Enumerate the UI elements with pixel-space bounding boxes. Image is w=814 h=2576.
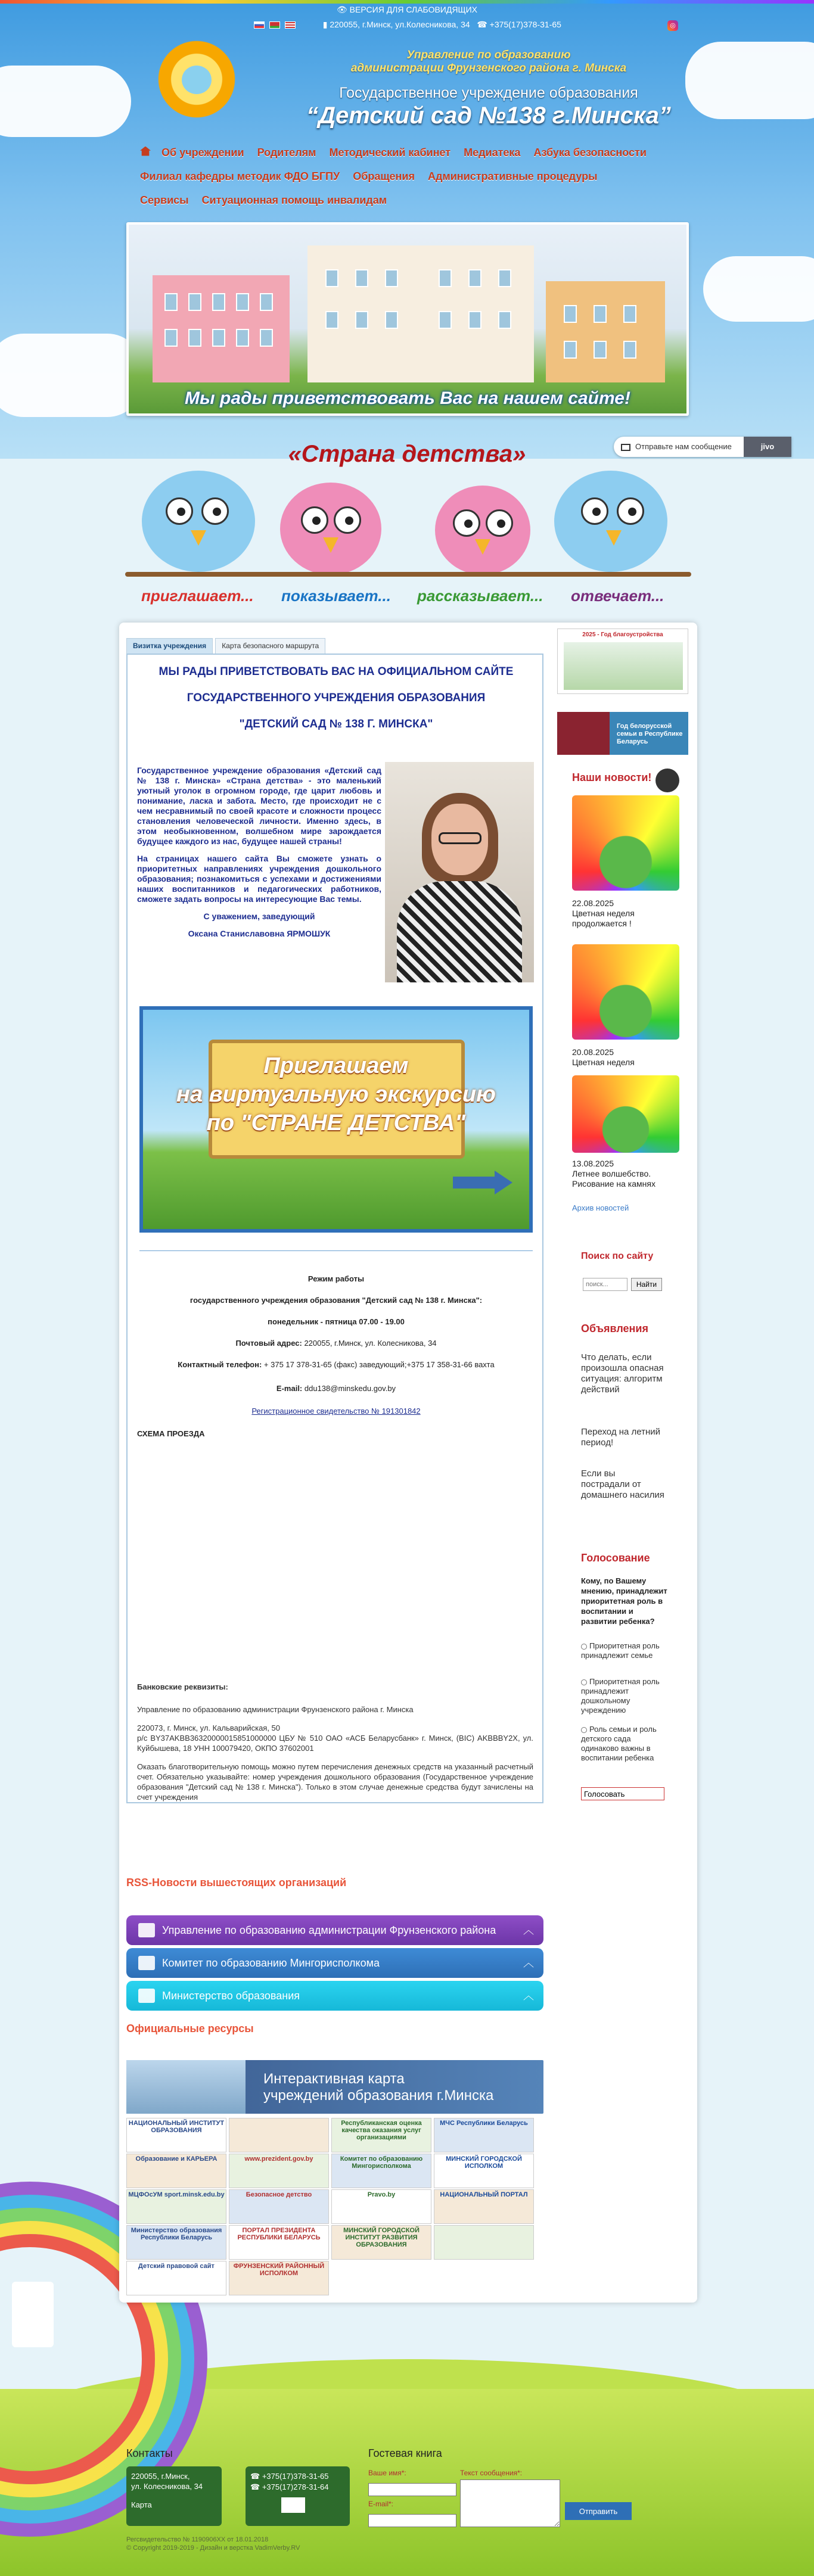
ad-link[interactable]: Если вы пострадали от домашнего насилия bbox=[581, 1469, 664, 1500]
building-banner bbox=[126, 222, 689, 416]
menu-safety[interactable]: Азбука безопасности bbox=[533, 146, 647, 158]
phone-icon: ☎ bbox=[477, 20, 490, 29]
tab-institution-card[interactable]: Визитка учреждения bbox=[126, 638, 213, 654]
menu-parents[interactable]: Родителям bbox=[257, 146, 316, 158]
route-scheme-heading: СХЕМА ПРОЕЗДА bbox=[137, 1429, 205, 1438]
interactive-map-banner[interactable] bbox=[126, 2060, 543, 2114]
official-logo-link[interactable] bbox=[434, 2225, 534, 2260]
official-logo-link[interactable]: МИНСКИЙ ГОРОДСКОЙ ИСПОЛКОМ bbox=[434, 2154, 534, 2188]
footer-map-link[interactable]: Карта bbox=[131, 2500, 152, 2509]
phrase-invites: приглашает... bbox=[141, 587, 254, 605]
cloud bbox=[0, 66, 131, 137]
official-logo-link[interactable] bbox=[229, 2118, 329, 2152]
flag-ru-icon[interactable] bbox=[254, 21, 265, 29]
bank-details-line: Управление по образованию администрации Фрунзенского района г. Минска bbox=[137, 1705, 414, 1714]
footer-phone-box bbox=[246, 2466, 350, 2526]
copyright-line: Регсвидетельство № 1190906ХХ от 18.01.2018 bbox=[126, 2536, 269, 2543]
footer-phone-value: +375(17)378-31-65 bbox=[262, 2472, 329, 2481]
content-tabs bbox=[126, 638, 543, 654]
chevron-up-icon: ︿ bbox=[523, 1990, 534, 2002]
header-subtitle-line1: Управление по образованию bbox=[406, 49, 571, 61]
official-logo-link[interactable]: НАЦИОНАЛЬНЫЙ ПОРТАЛ bbox=[434, 2189, 534, 2224]
main-menu bbox=[140, 141, 682, 212]
family-year-banner[interactable] bbox=[557, 712, 688, 755]
send-button[interactable]: Отправить bbox=[565, 2502, 632, 2520]
news-image[interactable] bbox=[572, 795, 679, 891]
rss-news-heading: RSS-Новости вышестоящих организаций bbox=[126, 1877, 347, 1889]
flag-en-icon[interactable] bbox=[285, 21, 296, 29]
year-banner-caption: 2025 - Год благоустройства bbox=[582, 631, 663, 638]
bank-details bbox=[137, 1704, 533, 1810]
language-flags bbox=[253, 20, 297, 29]
instagram-icon[interactable]: ◎ bbox=[667, 20, 678, 31]
accessible-version-label: ВЕРСИЯ ДЛЯ СЛАБОВИДЯЩИХ bbox=[349, 5, 477, 14]
accordion-label: Министерство образования bbox=[162, 1990, 300, 2002]
guestbook-heading: Гостевая книга bbox=[368, 2447, 442, 2459]
menu-admin-procedures[interactable]: Административные процедуры bbox=[427, 170, 598, 182]
radio-icon[interactable] bbox=[581, 1679, 587, 1685]
intro-paragraph: На страницах нашего сайта Вы сможете узнать о приоритетных направлениях учреждения дошкольного образования; познакомиться с успехами и достижениями наших воспитанников и педагогических работников, сможете задать вопросы на интересующие Вас темы. bbox=[137, 854, 381, 904]
news-title-link[interactable]: Цветная неделя bbox=[572, 1057, 635, 1067]
chevron-up-icon: ︿ bbox=[523, 1924, 534, 1936]
country-title: «Страна детства» bbox=[288, 441, 526, 467]
phrase-shows: показывает... bbox=[281, 587, 391, 605]
news-date: 13.08.2025 bbox=[572, 1159, 614, 1168]
year-banner[interactable] bbox=[557, 629, 688, 694]
welcome-line3: "ДЕТСКИЙ САД № 138 Г. МИНСКА" bbox=[239, 718, 433, 730]
poll-option-label: Роль семьи и роль детского сада одинаково важны в воспитании ребенка bbox=[581, 1725, 657, 1762]
menu-disabled-help[interactable]: Ситуационная помощь инвалидам bbox=[201, 194, 387, 206]
bank-details-line: р/с BY37AKBB36320000015851000000 ЦБУ № 510 ОАО «АСБ Беларусбанк» г. Минск, (ВІС) AKBBBY2X, ул. Куйбышева, 18 УНН 100079420, ОКПО 37602001 bbox=[137, 1734, 533, 1753]
phrase-tells: рассказывает... bbox=[417, 587, 543, 605]
rss-icon[interactable] bbox=[655, 769, 679, 792]
owl-pink-right bbox=[435, 486, 530, 575]
qr-code-icon bbox=[281, 2497, 305, 2513]
document-icon bbox=[138, 1956, 155, 1970]
menu-branch[interactable]: Филиал кафедры методик ФДО БГПУ bbox=[140, 170, 340, 182]
news-date: 20.08.2025 bbox=[572, 1047, 614, 1057]
official-logo-link[interactable]: Министерство образования Республики Беларусь bbox=[126, 2225, 226, 2260]
cloud bbox=[685, 42, 814, 119]
tour-text-line2: на виртуальную экскурсию bbox=[176, 1082, 496, 1107]
house-decoration bbox=[12, 2282, 54, 2347]
header-title-line2: “Детский сад №138 г.Минска” bbox=[306, 102, 671, 129]
footer-phone: ☎ +375(17)378-31-65 bbox=[250, 2472, 329, 2481]
ad-link[interactable]: Что делать, если произошла опасная ситуация: алгоритм действий bbox=[581, 1352, 664, 1395]
official-logo-link[interactable]: МЧС Республики Беларусь bbox=[434, 2118, 534, 2152]
official-logo-link[interactable]: Детский правовой сайт bbox=[126, 2261, 226, 2295]
news-title-link[interactable]: Цветная неделя продолжается ! bbox=[572, 909, 635, 928]
phrase-answers: отвечает... bbox=[571, 587, 664, 605]
map-banner-image bbox=[126, 2060, 246, 2114]
footer-address-line: 220055, г.Минск, bbox=[131, 2472, 190, 2481]
intro-text bbox=[137, 766, 381, 946]
radio-icon[interactable] bbox=[581, 1644, 587, 1650]
footer-address-box bbox=[126, 2466, 222, 2526]
poll-option-label: Приоритетная роль принадлежит дошкольному учреждению bbox=[581, 1677, 660, 1715]
postal-address bbox=[128, 1339, 545, 1348]
poll-heading: Голосование bbox=[581, 1552, 650, 1564]
branch-decoration bbox=[125, 572, 691, 577]
news-archive-link[interactable]: Архив новостей bbox=[572, 1203, 629, 1212]
logo-earth-icon bbox=[182, 66, 212, 94]
ad-link[interactable]: Переход на летний период! bbox=[581, 1427, 661, 1448]
poll-option[interactable] bbox=[581, 1641, 670, 1660]
intro-signature: Оксана Станиславовна ЯРМОШУК bbox=[188, 929, 331, 938]
top-bar bbox=[0, 5, 814, 30]
official-logo-link[interactable]: Республиканская оценка качества оказания услуг организациями bbox=[331, 2118, 431, 2152]
accordion-ministry[interactable] bbox=[126, 1981, 543, 2011]
bank-details-line: 220073, г. Минск, ул. Кальварийская, 50 bbox=[137, 1723, 281, 1732]
mode-institution: государственного учреждения образования "Детский сад № 138 г. Минска": bbox=[189, 1296, 483, 1305]
official-logo-link[interactable]: Pravo.by bbox=[331, 2189, 431, 2224]
divider bbox=[139, 1250, 533, 1251]
official-logo-link[interactable]: МЦФОсУМ sport.minsk.edu.by bbox=[126, 2189, 226, 2224]
map-banner-line1: Интерактивная карта bbox=[263, 2071, 405, 2087]
tour-text-line1: Приглашаем bbox=[263, 1053, 409, 1078]
poll-option[interactable] bbox=[581, 1677, 670, 1715]
building-center bbox=[307, 245, 534, 382]
accordion-label: Управление по образованию администрации Фрунзенского района bbox=[162, 1924, 496, 1936]
bank-details-line: Оказать благотворительную помощь можно путем перечисления денежных средств на указанный расчетный счет. Обязательно указывайте: номер учреждения дошкольного образования (Государственное учреждение образования "Детский сад № 138 г. Минска"). Только в этом случае денежные средства будут зачислены на счет учреждения bbox=[137, 1762, 533, 1802]
email-input[interactable] bbox=[368, 2514, 456, 2527]
cloud bbox=[703, 256, 814, 322]
message-label: Текст сообщения*: bbox=[460, 2469, 523, 2477]
document-icon bbox=[138, 1989, 155, 2003]
welcome-line2: ГОСУДАРСТВЕННОГО УЧРЕЖДЕНИЯ ОБРАЗОВАНИЯ bbox=[187, 692, 486, 704]
jivo-logo: jivo bbox=[744, 437, 791, 457]
owl-blue-right bbox=[554, 471, 667, 572]
search-heading: Поиск по сайту bbox=[581, 1251, 654, 1261]
intro-paragraph: Государственное учреждение образования «Детский сад № 138 г. Минска» «Страна детства» - это маленький уютный уголок в огромном городе, где царит любовь и понимание, ласка и забота. Место, где происходит не с чем несравнимый по своей красоте и сложности процесс становления человеческой личности. Именно здесь, в этом необыкновенном, волшебном мире зарождается будущее каждого из нас, будущее нашей страны! bbox=[137, 766, 381, 846]
menu-home[interactable] bbox=[140, 147, 151, 159]
main-content bbox=[126, 654, 543, 1803]
sidebar bbox=[557, 629, 691, 2297]
official-logo-link[interactable]: Образование и КАРЬЕРА bbox=[126, 2154, 226, 2188]
virtual-tour-banner[interactable] bbox=[139, 1006, 533, 1233]
chevron-up-icon: ︿ bbox=[523, 1957, 534, 1969]
header-address: 220055, г.Минск, ул.Колесникова, 34 bbox=[330, 20, 470, 29]
family-year-text: Год белорусской семьи в Республике Беларусь bbox=[617, 723, 683, 745]
official-logo-link[interactable]: Безопасное детство bbox=[229, 2189, 329, 2224]
map-banner-line2: учреждений образования г.Минска bbox=[263, 2087, 494, 2104]
building-left bbox=[153, 275, 290, 382]
official-logo-link[interactable]: www.prezident.gov.by bbox=[229, 2154, 329, 2188]
map-banner-text bbox=[263, 2071, 493, 2104]
rainbow-stripe bbox=[0, 0, 814, 4]
news-title-link[interactable]: Летнее волшебство. Рисование на камнях bbox=[572, 1169, 655, 1189]
official-logo-link[interactable]: ПОРТАЛ ПРЕЗИДЕНТА РЕСПУБЛИКИ БЕЛАРУСЬ bbox=[229, 2225, 329, 2260]
poll-option[interactable] bbox=[581, 1725, 670, 1763]
copyright-line: © Copyright 2019-2019 - Дизайн и верстка VadimVerby.RV bbox=[126, 2544, 300, 2552]
ads-heading: Объявления bbox=[581, 1323, 648, 1334]
contact-phone-label: Контактный телефон: bbox=[178, 1360, 262, 1369]
contact-email-label: E-mail: bbox=[276, 1384, 303, 1393]
mode-heading: Режим работы bbox=[307, 1274, 365, 1283]
official-logo-link[interactable]: МИНСКИЙ ГОРОДСКОЙ ИНСТИТУТ РАЗВИТИЯ ОБРАЗОВАНИЯ bbox=[331, 2225, 431, 2260]
year-banner-image bbox=[564, 642, 683, 690]
cloud bbox=[0, 334, 143, 417]
contact-phone bbox=[128, 1360, 545, 1369]
tour-text bbox=[143, 1051, 529, 1137]
mode-hours: понедельник - пятница 07.00 - 19.00 bbox=[268, 1317, 405, 1326]
header-phone: +375(17)378-31-65 bbox=[489, 20, 561, 29]
intro-regards: С уважением, заведующий bbox=[203, 911, 315, 921]
accordion-district-education[interactable] bbox=[126, 1915, 543, 1945]
header-subtitle-line2: администрации Фрунзенского района г. Минска bbox=[350, 62, 627, 74]
home-icon bbox=[140, 147, 151, 156]
poll-option-label: Приоритетная роль принадлежит семье bbox=[581, 1641, 660, 1660]
official-logo-link[interactable]: ФРУНЗЕНСКИЙ РАЙОННЫЙ ИСПОЛКОМ bbox=[229, 2261, 329, 2295]
news-image[interactable] bbox=[572, 944, 679, 1040]
radio-icon[interactable] bbox=[581, 1727, 587, 1733]
document-icon bbox=[138, 1923, 155, 1937]
owl-blue-left bbox=[142, 471, 255, 572]
search-input[interactable] bbox=[583, 1278, 627, 1291]
chat-label: Отправьте нам сообщение bbox=[635, 442, 732, 451]
postal-address-label: Почтовый адрес: bbox=[235, 1339, 302, 1348]
official-logo-link[interactable]: Комитет по образованию Мингорисполкома bbox=[331, 2154, 431, 2188]
official-logo-link[interactable]: НАЦИОНАЛЬНЫЙ ИНСТИТУТ ОБРАЗОВАНИЯ bbox=[126, 2118, 226, 2152]
footer-address-line: ул. Колесникова, 34 bbox=[131, 2482, 203, 2491]
contact-email bbox=[128, 1384, 545, 1393]
header-subtitle bbox=[322, 49, 655, 75]
menu-about[interactable]: Об учреждении bbox=[161, 146, 244, 158]
footer-phone-value: +375(17)278-31-64 bbox=[262, 2482, 329, 2491]
menu-services[interactable]: Сервисы bbox=[140, 194, 189, 206]
message-textarea[interactable] bbox=[460, 2479, 560, 2527]
banner-welcome-text: Мы рады приветствовать Вас на нашем сайте! bbox=[185, 388, 630, 408]
official-resources-heading: Официальные ресурсы bbox=[126, 2023, 254, 2034]
vote-button[interactable]: Голосовать bbox=[581, 1787, 664, 1800]
bank-details-heading: Банковские реквизиты: bbox=[137, 1682, 228, 1691]
map-book-icon: ▮ bbox=[322, 20, 330, 29]
footer-phone: ☎ +375(17)278-31-64 bbox=[250, 2482, 329, 2491]
menu-appeals[interactable]: Обращения bbox=[353, 170, 415, 182]
footer-contacts-heading: Контакты bbox=[126, 2447, 173, 2459]
news-date: 22.08.2025 bbox=[572, 898, 614, 908]
menu-media[interactable]: Медиатека bbox=[464, 146, 521, 158]
name-label: Ваше имя*: bbox=[368, 2469, 406, 2477]
registration-certificate-link[interactable]: Регистрационное свидетельство № 191301842 bbox=[251, 1407, 421, 1415]
postal-address-value: 220055, г.Минск, ул. Колесникова, 34 bbox=[304, 1339, 437, 1348]
header-title-line1: Государственное учреждение образования bbox=[339, 85, 638, 101]
email-label: E-mail*: bbox=[368, 2500, 394, 2508]
poll-question: Кому, по Вашему мнению, принадлежит приоритетная роль в воспитании и развитии ребенка? bbox=[581, 1576, 667, 1626]
flag-by-icon[interactable] bbox=[269, 21, 280, 29]
news-image[interactable] bbox=[572, 1075, 679, 1153]
accordion-city-committee[interactable] bbox=[126, 1948, 543, 1978]
menu-methodical[interactable]: Методический кабинет bbox=[329, 146, 451, 158]
arrow-right-icon bbox=[453, 1171, 512, 1194]
name-input[interactable] bbox=[368, 2483, 456, 2496]
contact-phone-value: + 375 17 378-31-65 (факс) заведующий;+375 17 358-31-66 вахта bbox=[263, 1360, 495, 1369]
site-logo[interactable] bbox=[152, 35, 241, 124]
accordion-label: Комитет по образованию Мингорисполкома bbox=[162, 1957, 380, 1969]
owl-pink-left bbox=[280, 483, 381, 575]
search-button[interactable]: Найти bbox=[631, 1278, 662, 1291]
welcome-line1: МЫ РАДЫ ПРИВЕТСТВОВАТЬ ВАС НА ОФИЦИАЛЬНОМ САЙТЕ bbox=[159, 665, 514, 678]
accessible-version-link[interactable]: 👁 ВЕРСИЯ ДЛЯ СЛАБОВИДЯЩИХ bbox=[337, 5, 477, 14]
tab-safe-route-map[interactable]: Карта безопасного маршрута bbox=[215, 638, 325, 654]
news-heading: Наши новости! bbox=[572, 771, 652, 783]
tour-text-line3: по "СТРАНЕ ДЕТСТВА" bbox=[206, 1110, 466, 1135]
copyright bbox=[126, 2535, 300, 2552]
building-right bbox=[546, 281, 665, 382]
contact-email-value: ddu138@minskedu.gov.by bbox=[304, 1384, 396, 1393]
head-photo bbox=[385, 762, 534, 982]
